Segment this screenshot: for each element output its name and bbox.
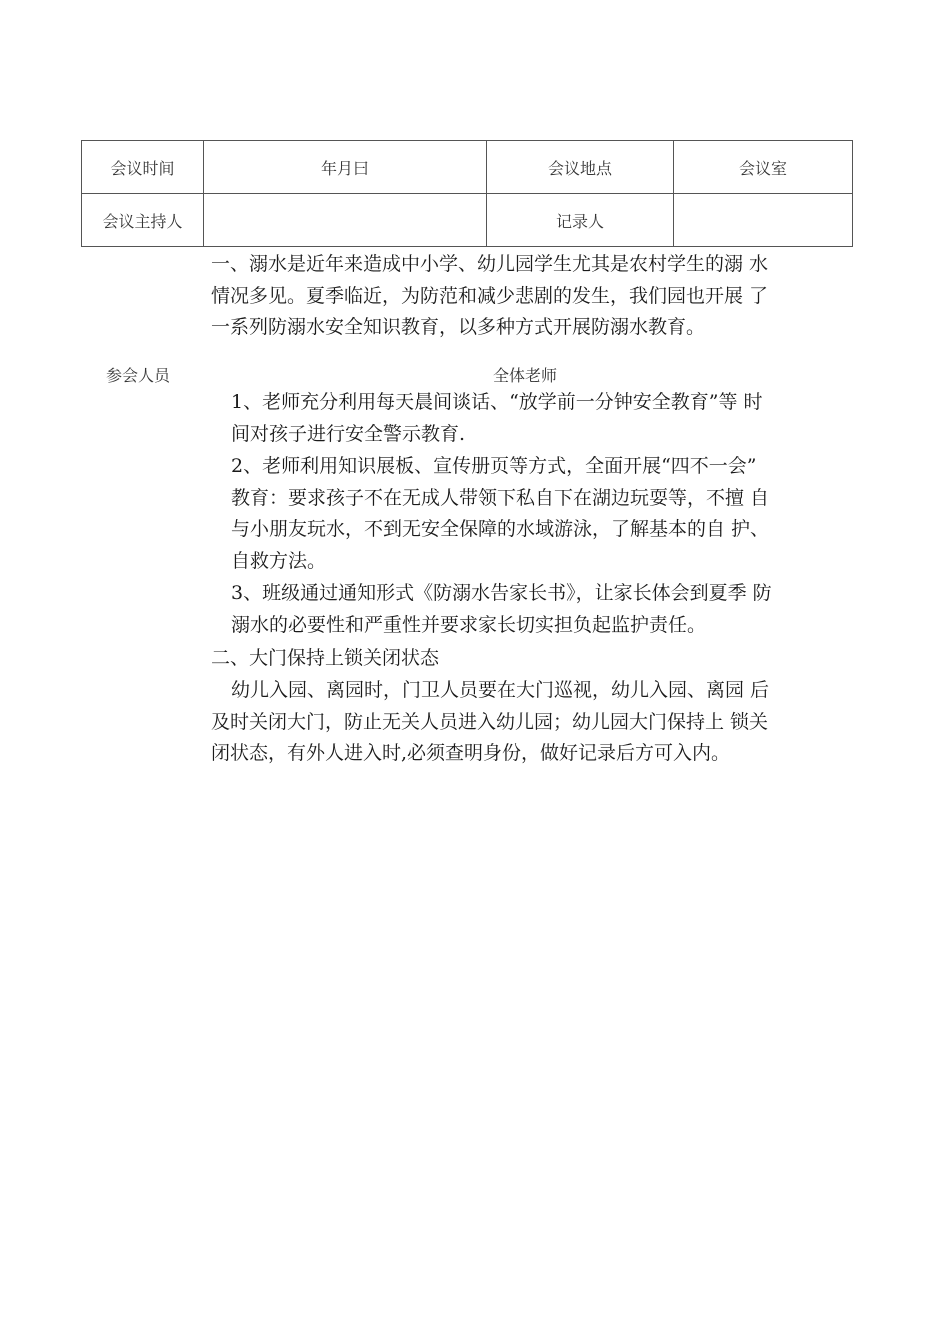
text-line: 与小朋友玩水，不到无安全保障的水域游泳，了解基本的自 护、 (231, 518, 770, 540)
meeting-location-value: 会议室 (674, 141, 853, 194)
text-line: 2、老师利用知识展板、宣传册页等方式，全面开展“四不一会” (231, 455, 757, 477)
text-line: 3、班级通过通知形式《防溺水告家长书》，让家长体会到夏季 防 (231, 582, 772, 604)
text-line: 一系列防溺水安全知识教育，以多种方式开展防溺水教育。 (211, 316, 706, 338)
item-3 (231, 578, 772, 641)
text-line: 教育：要求孩子不在无成人带领下私自下在湖边玩耍等，不擅 自 (231, 486, 770, 509)
item-2 (231, 451, 769, 577)
meeting-time-label: 会议时间 (82, 141, 204, 194)
attendees-value: 全体老师 (493, 366, 558, 385)
text-line: 1、老师充分利用每天晨间谈话、“放学前一分钟安全教育”等 时 (231, 391, 763, 413)
recorder-label: 记录人 (487, 194, 674, 247)
text-line: 及时关闭大门，防止无关人员进入幼儿园；幼儿园大门保持上 锁关 (211, 710, 769, 733)
meeting-info-table (81, 140, 853, 247)
meeting-time-value: 年月曰 (204, 141, 487, 194)
text-line: 一、溺水是近年来造成中小学、幼儿园学生尤其是农村学生的溺 水 (211, 253, 769, 275)
recorder-value (674, 194, 853, 247)
section2-heading: 二、大门保持上锁关闭状态 (211, 647, 440, 669)
host-label: 会议主持人 (82, 194, 204, 247)
item-1 (231, 387, 763, 450)
host-value (204, 194, 487, 247)
text-line: 自救方法。 (231, 549, 327, 572)
text-line: 闭状态，有外人进入时,必须查明身份，做好记录后方可入内。 (211, 742, 731, 764)
attendees-label: 参会人员 (106, 366, 171, 385)
text-line: 幼儿入园、离园时，门卫人员要在大门巡视，幼儿入园、离园 后 (231, 679, 770, 701)
table-row (82, 141, 853, 194)
section2-paragraph (211, 675, 769, 770)
section1-paragraph (211, 249, 768, 344)
table-row (82, 194, 853, 247)
text-line: 情况多见。夏季临近，为防范和减少悲剧的发生，我们园也开展 了 (211, 284, 769, 307)
text-line: 溺水的必要性和严重性并要求家长切实担负起监护责任。 (231, 613, 707, 636)
meeting-location-label: 会议地点 (487, 141, 674, 194)
text-line: 间对孩子进行安全警示教育. (231, 422, 466, 445)
